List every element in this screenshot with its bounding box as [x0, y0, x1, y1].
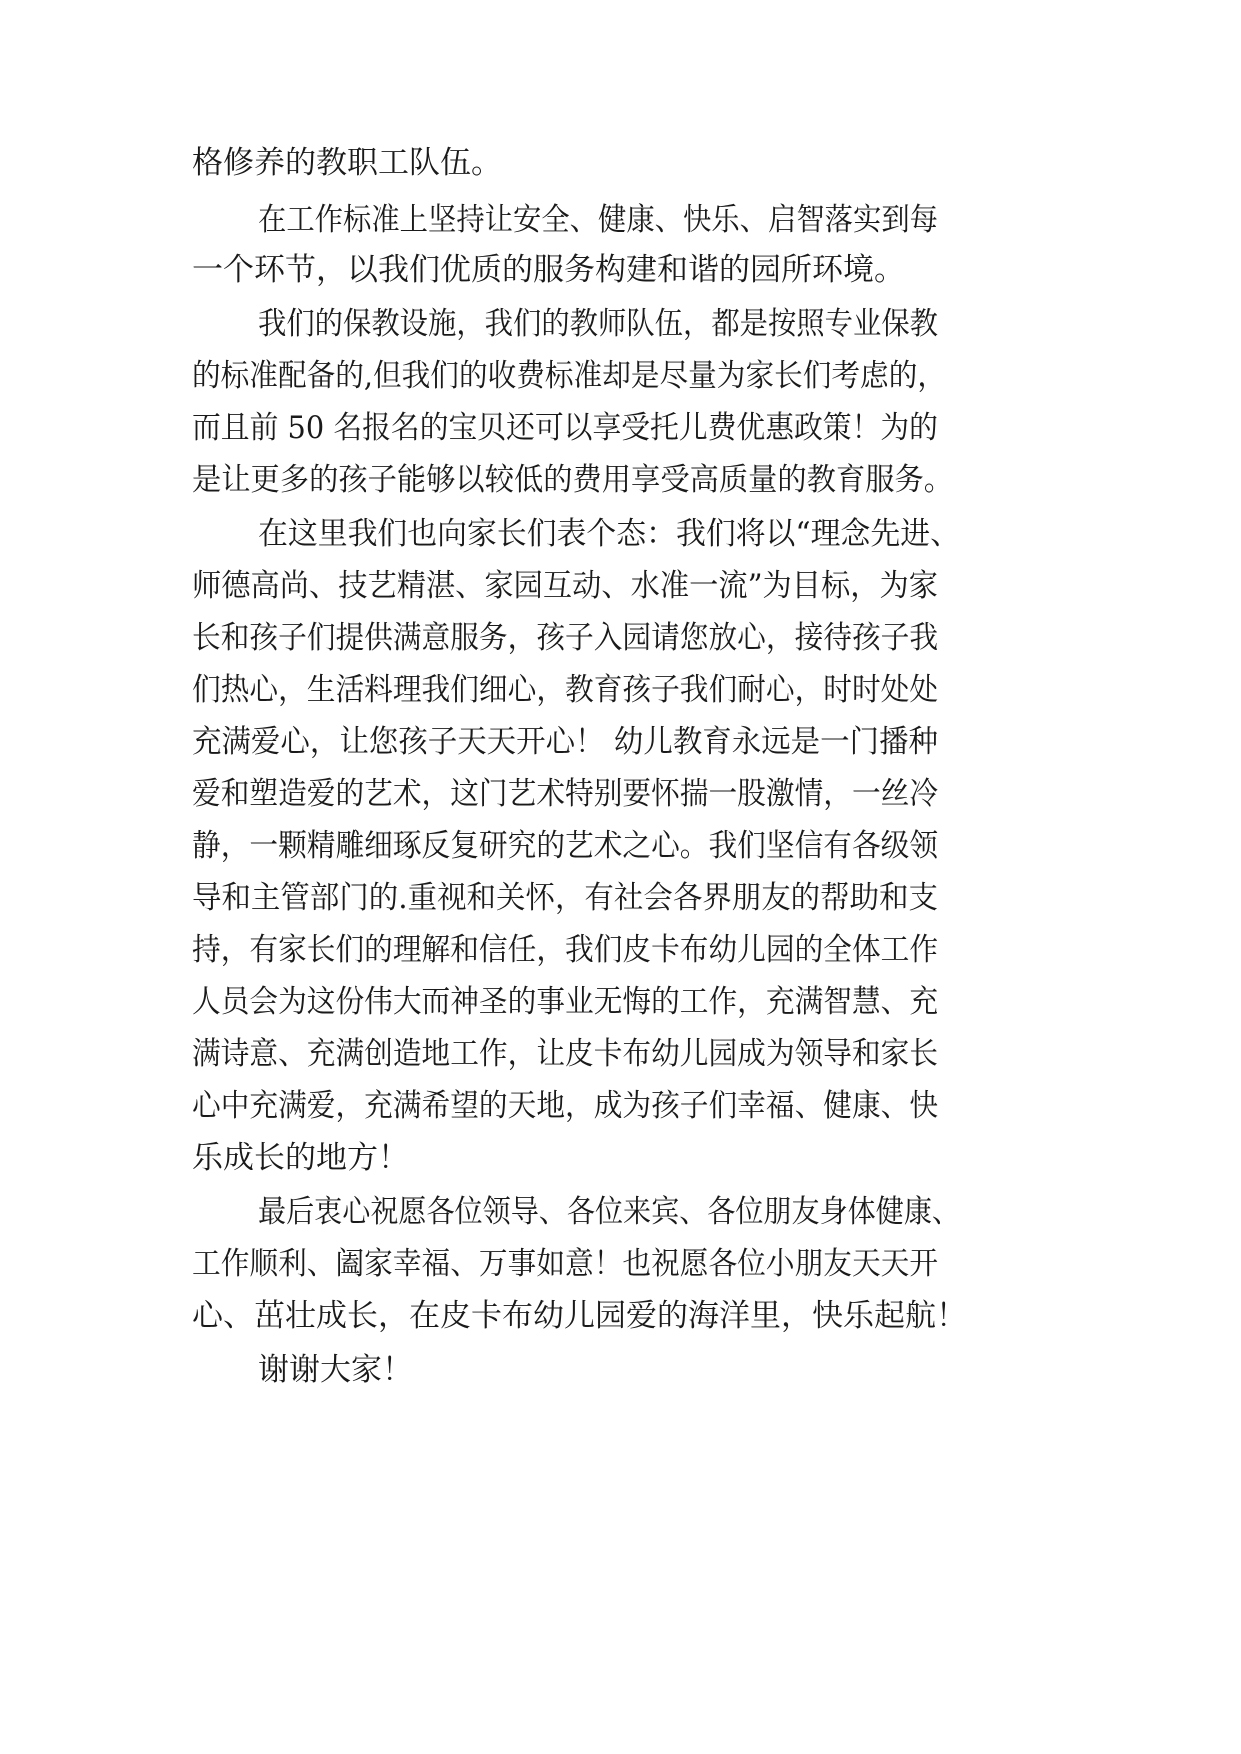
paragraph-line: 一个环节，以我们优质的服务构建和谐的园所环境。: [192, 252, 905, 288]
paragraph-line: 导和主管部门的.重视和关怀，有社会各界朋友的帮助和支: [192, 880, 939, 916]
paragraph-line: 我们的保教设施，我们的教师队伍，都是按照专业保教: [258, 306, 939, 342]
paragraph-line: 的标准配备的,但我们的收费标准却是尽量为家长们考虑的，: [192, 358, 947, 394]
paragraph-line: 心、茁壮成长，在皮卡布幼儿园爱的海洋里，快乐起航！: [192, 1298, 967, 1334]
paragraph-line: 静，一颗精雕细琢反复研究的艺术之心。我们坚信有各级领: [192, 828, 939, 864]
paragraph-line: 们热心，生活料理我们细心，教育孩子我们耐心，时时处处: [192, 672, 939, 708]
paragraph-line: 而且前 50 名报名的宝贝还可以享受托儿费优惠政策！为的: [192, 410, 938, 446]
paragraph-line: 在这里我们也向家长们表个态：我们将以“理念先进、: [258, 516, 960, 552]
paragraph-line: 人员会为这份伟大而神圣的事业无悔的工作，充满智慧、充: [192, 984, 939, 1020]
paragraph-line: 长和孩子们提供满意服务，孩子入园请您放心，接待孩子我: [192, 620, 939, 656]
paragraph-line: 格修养的教职工队伍。: [192, 145, 502, 181]
paragraph-line: 谢谢大家！: [258, 1352, 413, 1388]
paragraph-line: 满诗意、充满创造地工作，让皮卡布幼儿园成为领导和家长: [192, 1036, 939, 1072]
paragraph-line: 在工作标准上坚持让安全、健康、快乐、启智落实到每: [258, 202, 939, 238]
paragraph-line: 是让更多的孩子能够以较低的费用享受高质量的教育服务。: [192, 462, 954, 498]
paragraph-line: 师德高尚、技艺精湛、家园互动、水准一流”为目标，为家: [192, 568, 939, 604]
paragraph-line: 心中充满爱，充满希望的天地，成为孩子们幸福、健康、快: [192, 1088, 939, 1124]
paragraph-line: 最后衷心祝愿各位领导、各位来宾、各位朋友身体健康、: [258, 1194, 960, 1230]
paragraph-line: 爱和塑造爱的艺术，这门艺术特别要怀揣一股激情，一丝冷: [192, 776, 939, 812]
paragraph-line: 乐成长的地方！: [192, 1140, 409, 1176]
paragraph-line: 充满爱心，让您孩子天天开心！ 幼儿教育永远是一门播种: [192, 724, 939, 760]
paragraph-line: 工作顺利、阖家幸福、万事如意！也祝愿各位小朋友天天开: [192, 1246, 939, 1282]
paragraph-line: 持，有家长们的理解和信任，我们皮卡布幼儿园的全体工作: [192, 932, 939, 968]
